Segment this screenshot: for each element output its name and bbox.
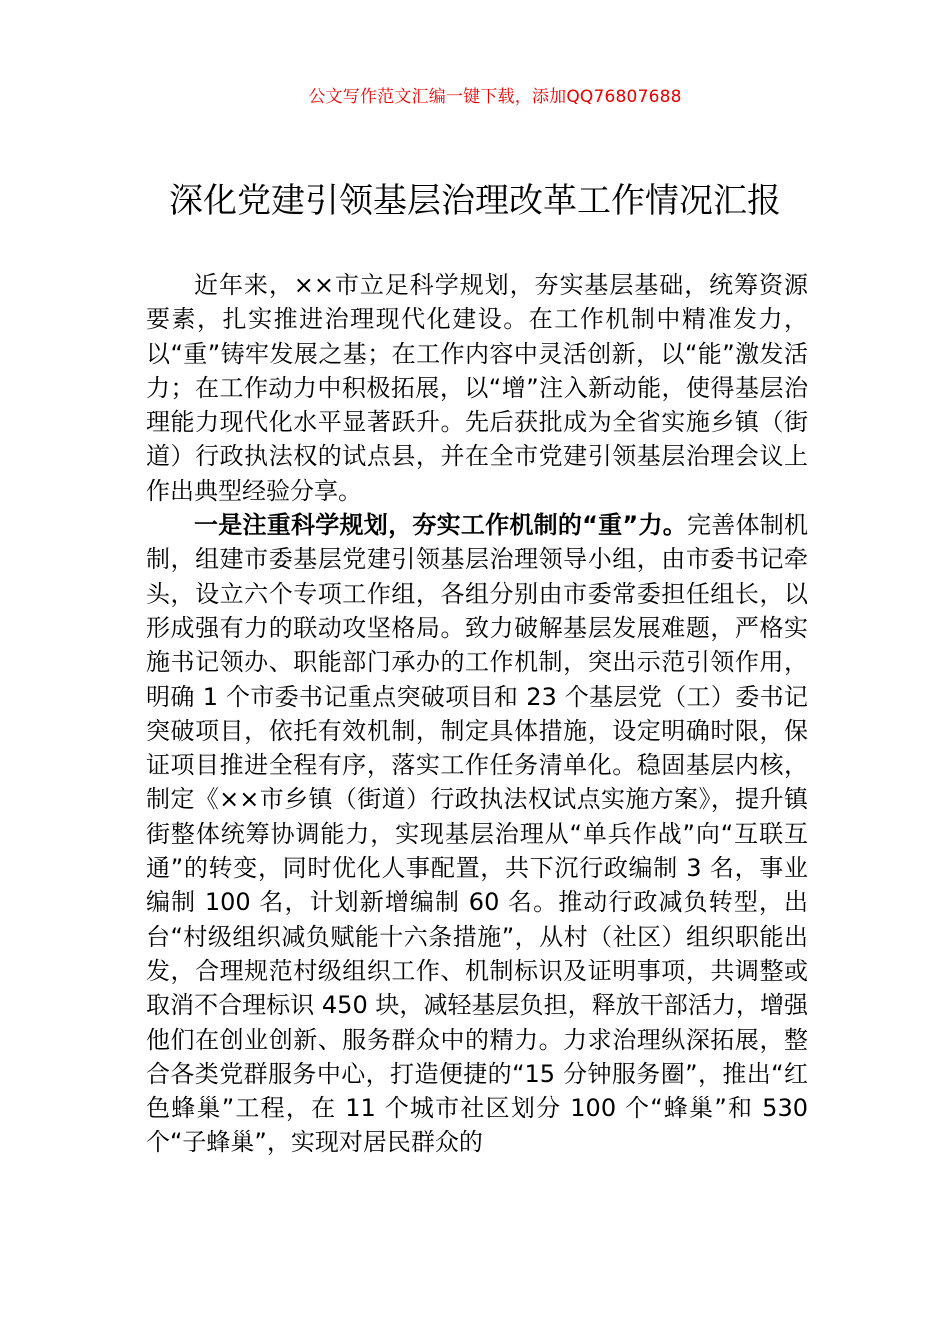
section-one-text: 完善体制机制，组建市委基层党建引领基层治理领导小组，由市委书记牵头，设立六个专项工作组，各组分别由市委常委担任组长，以形成强有力的联动攻坚格局。致力破解基层发展难题，严格实施书记领办、职能部门承办的工作机制，突出示范引领作用，明确 1 个市委书记重点突破项目和 23 个基层党（工）委书记突破项目，依托有效机制，制定具体措施，设定明确时限，保证项目推进全程有序，落实工作任务清单化。稳固基层内核，制定《××市乡镇（街道）行政执法权试点实施方案》，提升镇街整体统筹协调能力，实现基层治理从“单兵作战”向“互联互通”的转变，同时优化人事配置，共下沉行政编制 3 名，事业编制 100 名，计划新增编制 60 名。推动行政减负转型，出台“村级组织减负赋能十六条措施”，从村（社区）组织职能出发，合理规范村级组织工作、机制标识及证明事项，共调整或取消不合理标识 450 块，减轻基层负担，释放干部活力，增强他们在创业创新、服务群众中的精力。力求治理纵深拓展，整合各类党群服务中心，打造便捷的“15 分钟服务圈”，推出“红色蜂巢”工程，在 11 个城市社区划分 100 个“蜂巢”和 530 个“子蜂巢”，实现对居民群众的 <box>146 511 809 1157</box>
intro-paragraph-text: 近年来，××市立足科学规划，夯实基层基础，统筹资源要素，扎实推进治理现代化建设。在工作机制中精准发力，以“重”铸牢发展之基；在工作内容中灵活创新，以“能”激发活力；在工作动力中积极拓展，以“增”注入新动能，使得基层治理能力现代化水平显著跃升。先后获批成为全省实施乡镇（街道）行政执法权的试点县，并在全市党建引领基层治理会议上作出典型经验分享。 <box>146 271 808 505</box>
download-promo-note: 公文写作范文汇编一键下载，添加QQ76807688 <box>308 87 682 107</box>
section-one-heading: 一是注重科学规划，夯实工作机制的“重”力。 <box>194 511 687 540</box>
intro-paragraph <box>146 268 808 508</box>
section-one-paragraph <box>146 508 808 1160</box>
document-body <box>146 268 808 1160</box>
document-title: 深化党建引领基层治理改革工作情况汇报 <box>169 181 781 221</box>
